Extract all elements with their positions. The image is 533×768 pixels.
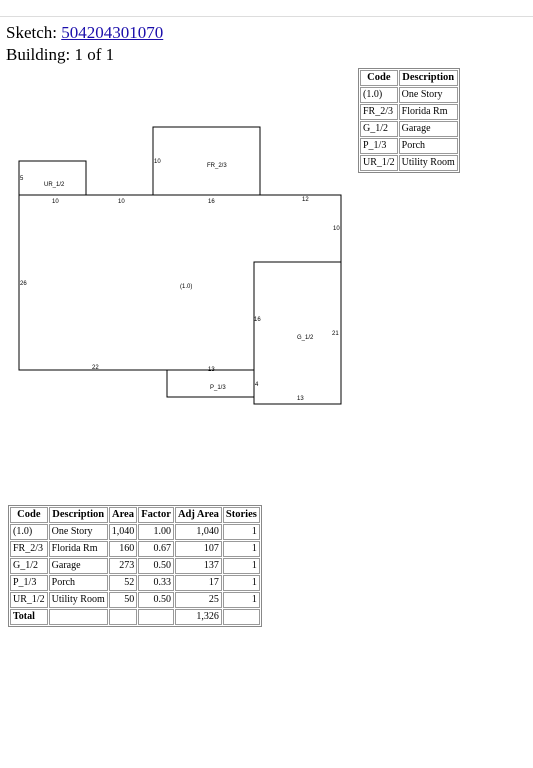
area-stories: 1 [223,541,260,557]
dim-left-side: 26 [20,281,27,287]
utility-room-outline [19,161,86,195]
label-garage: G_1/2 [297,335,314,341]
area-value: 1,040 [109,524,138,540]
area-value: 52 [109,575,138,591]
main-area-outline [19,195,341,370]
area-adj-area: 25 [175,592,222,608]
total-row [10,609,260,625]
table-row [10,541,260,557]
dim-garage-bottom: 13 [297,396,304,402]
area-stories: 1 [223,575,260,591]
total-adj-area: 1,326 [175,609,222,625]
area-code: (1.0) [10,524,48,540]
total-empty-stories [223,609,260,625]
garage-outline [254,262,341,404]
table-row [10,575,260,591]
legend-code: G_1/2 [360,121,398,137]
area-factor: 0.50 [138,558,174,574]
legend-code: FR_2/3 [360,104,398,120]
area-header-adj-area: Adj Area [175,507,222,523]
porch-outline [167,370,254,397]
area-header-code: Code [10,507,48,523]
area-factor: 0.67 [138,541,174,557]
area-description: Florida Rm [49,541,108,557]
dim-porch-side: 4 [255,382,259,388]
area-factor: 1.00 [138,524,174,540]
legend-description: Florida Rm [399,104,458,120]
area-value: 160 [109,541,138,557]
table-row [10,592,260,608]
dim-right-upper: 10 [333,226,340,232]
legend-code: (1.0) [360,87,398,103]
area-description: Porch [49,575,108,591]
dim-top-right: 12 [302,197,309,203]
area-stories: 1 [223,524,260,540]
table-row [10,524,260,540]
dim-bottom-left: 22 [92,365,99,371]
legend-code: P_1/3 [360,138,398,154]
sketch-label: Sketch: [6,23,57,42]
legend-description: One Story [399,87,458,103]
dim-garage-left: 16 [254,317,261,323]
area-description: One Story [49,524,108,540]
area-header-area: Area [109,507,138,523]
total-empty-area [109,609,138,625]
table-row [10,558,260,574]
area-factor: 0.50 [138,592,174,608]
label-porch: P_1/3 [210,385,226,391]
area-value: 273 [109,558,138,574]
legend-description: Utility Room [399,155,458,171]
area-code: P_1/3 [10,575,48,591]
legend-description: Porch [399,138,458,154]
legend-description: Garage [399,121,458,137]
area-adj-area: 1,040 [175,524,222,540]
label-florida-room: FR_2/3 [207,163,227,169]
dim-porch-top: 13 [208,367,215,373]
area-value: 50 [109,592,138,608]
florida-room-outline [153,127,260,195]
total-empty-factor [138,609,174,625]
building-count: Building: 1 of 1 [6,45,115,64]
area-header-stories: Stories [223,507,260,523]
dim-mid-bottom: 10 [118,199,125,205]
area-code: FR_2/3 [10,541,48,557]
area-stories: 1 [223,558,260,574]
total-label: Total [10,609,48,625]
dim-fr-bottom: 16 [208,199,215,205]
area-code: G_1/2 [10,558,48,574]
label-utility-room: UR_1/2 [44,182,65,188]
dim-ur-bottom: 10 [52,199,59,205]
dim-fr-side: 10 [154,159,161,165]
area-header-description: Description [49,507,108,523]
area-description: Utility Room [49,592,108,608]
area-header-factor: Factor [138,507,174,523]
area-table [8,505,262,627]
area-adj-area: 17 [175,575,222,591]
legend-header-code: Code [360,70,398,86]
area-factor: 0.33 [138,575,174,591]
area-description: Garage [49,558,108,574]
area-adj-area: 107 [175,541,222,557]
area-stories: 1 [223,592,260,608]
label-main-area: (1.0) [180,284,193,290]
legend-code: UR_1/2 [360,155,398,171]
area-adj-area: 137 [175,558,222,574]
legend-header-description: Description [399,70,458,86]
total-empty-description [49,609,108,625]
dim-garage-right: 21 [332,331,339,337]
area-code: UR_1/2 [10,592,48,608]
parcel-link[interactable]: 504204301070 [61,23,164,42]
dim-ur-side: 5 [20,176,24,182]
